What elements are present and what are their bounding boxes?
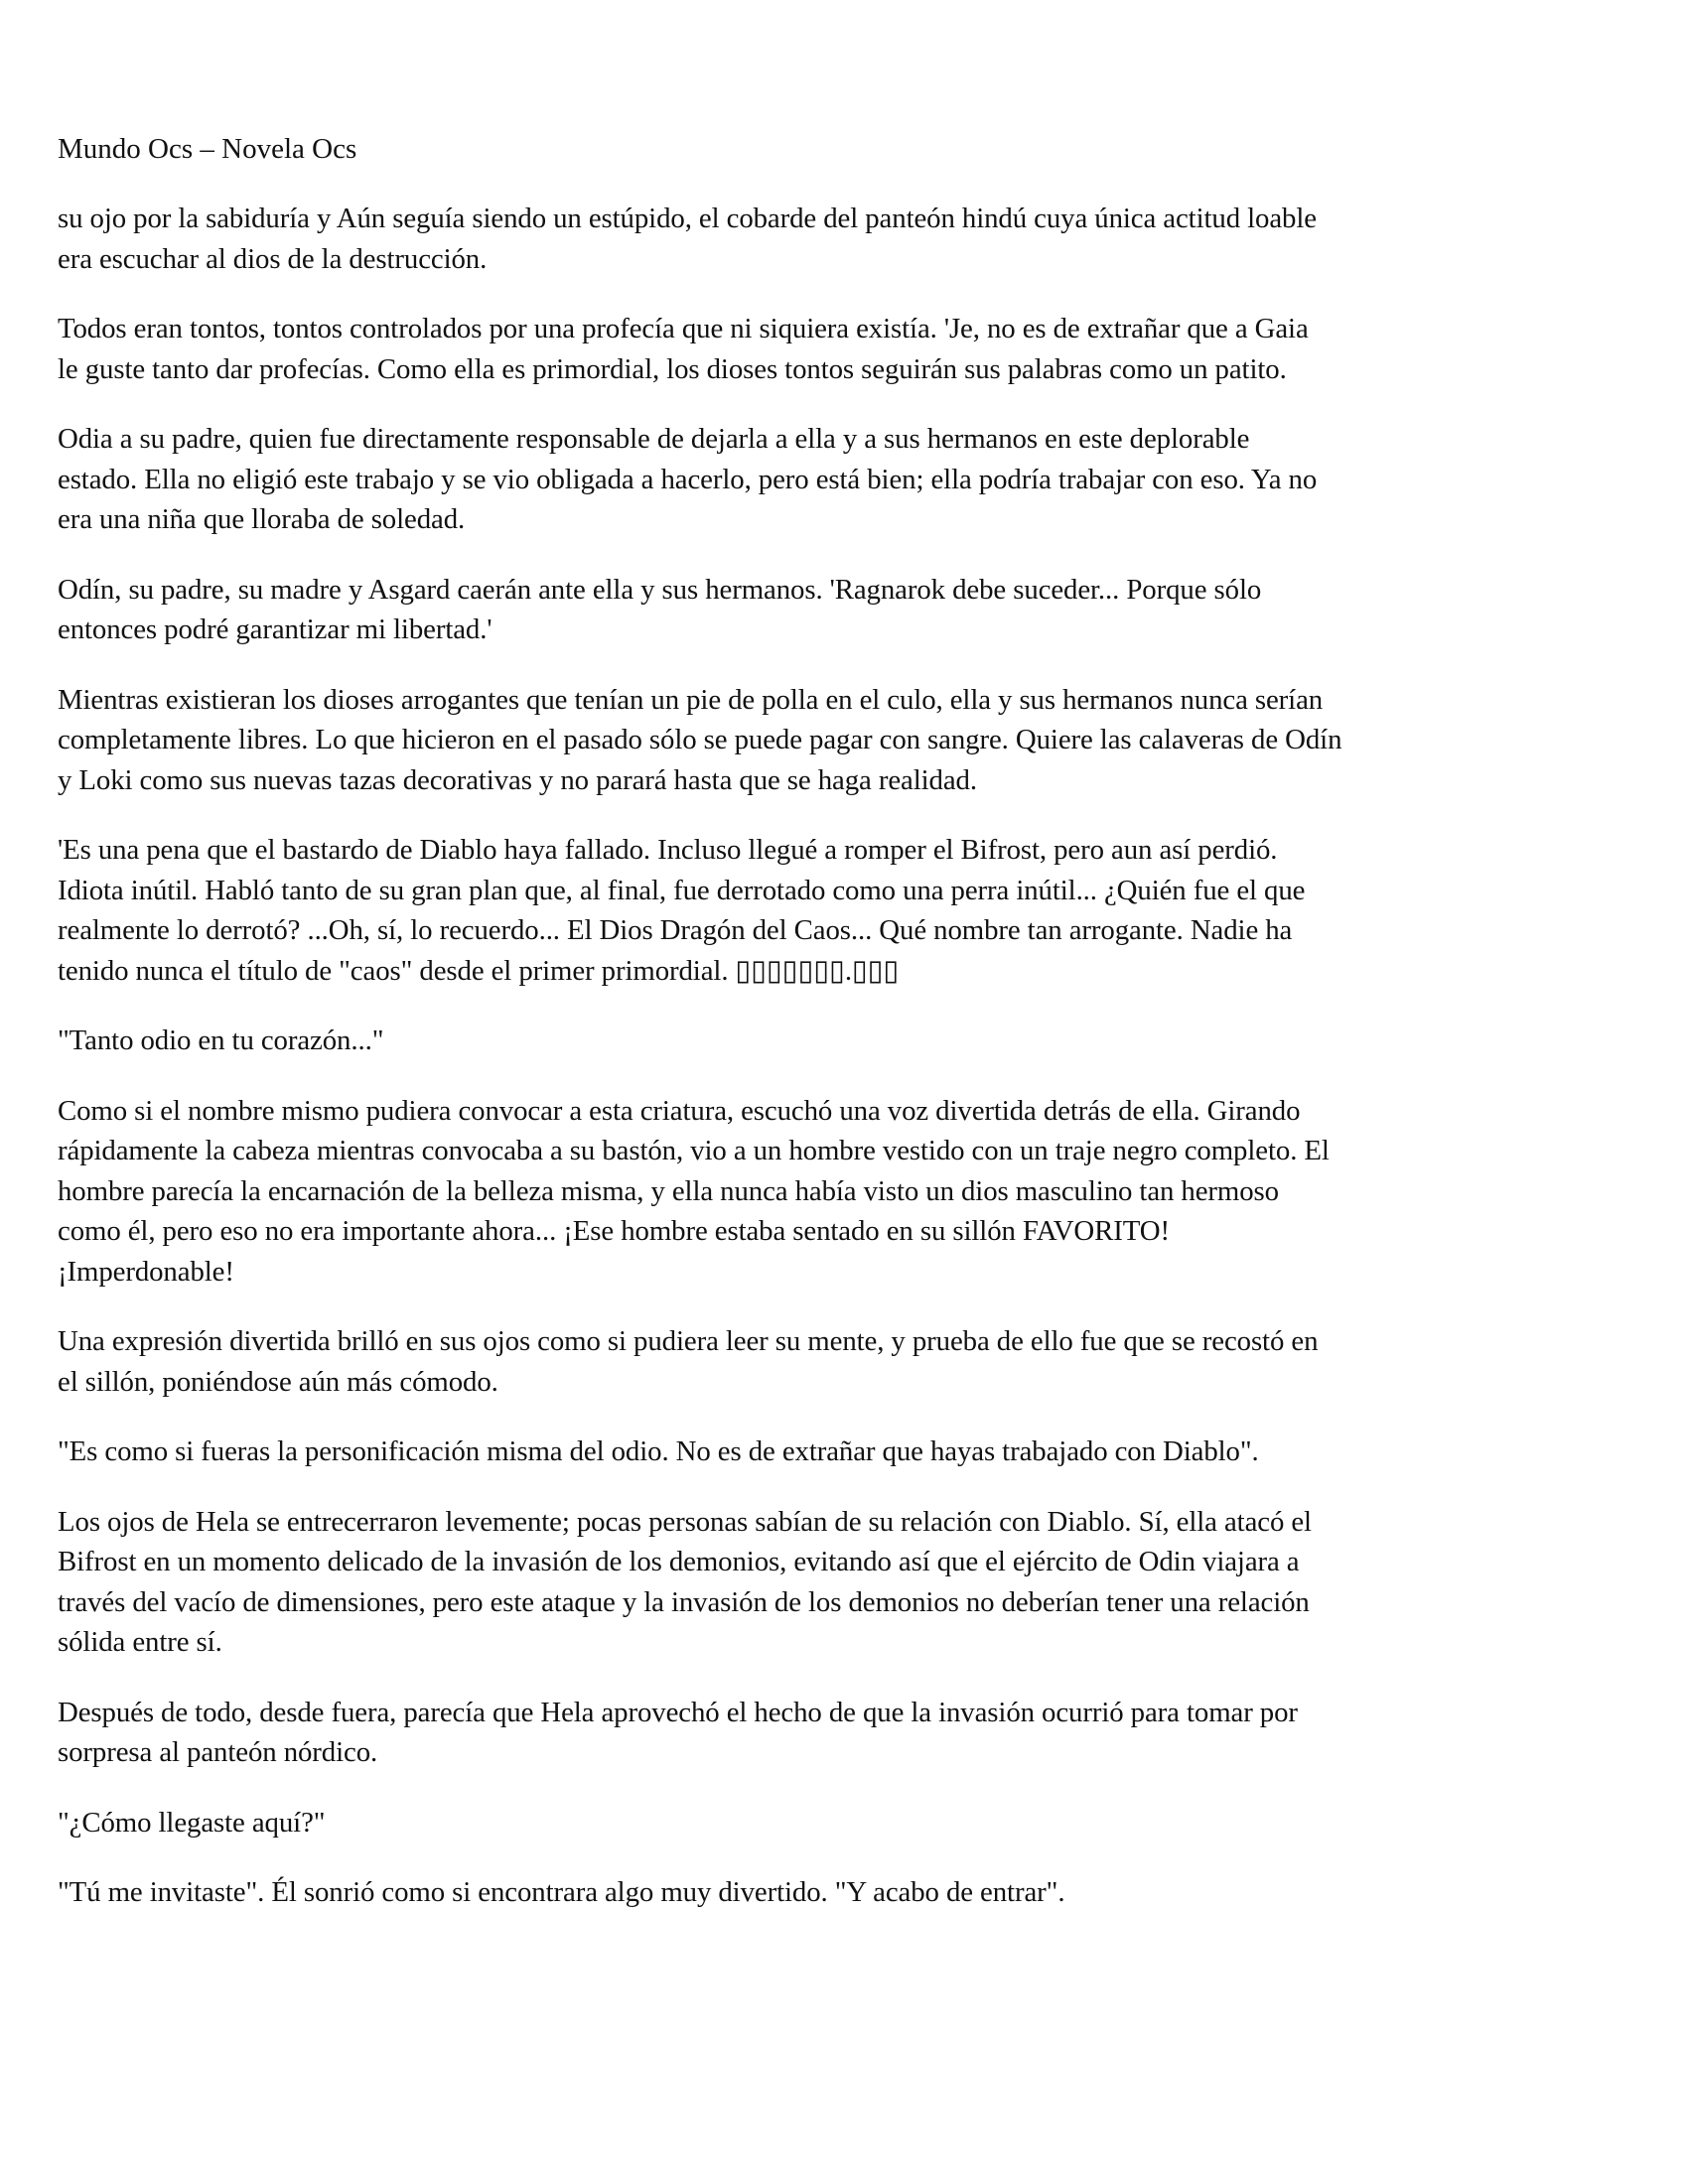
document-header: Mundo Ocs – Novela Ocs <box>58 133 357 165</box>
text-line: Idiota inútil. Habló tanto de su gran plan que, al final, fue derrotado como una perra inútil... ¿Quién fue el que <box>58 874 1306 906</box>
paragraph <box>58 570 1646 650</box>
text-line: Odia a su padre, quien fue directamente responsable de dejarla a ella y a sus hermanos en este deplorable <box>58 423 1250 455</box>
paragraph <box>58 1021 1646 1061</box>
text-line: ¡Imperdonable! <box>58 1255 234 1288</box>
text-line: era una niña que lloraba de soledad. <box>58 503 466 535</box>
text-line: Como si el nombre mismo pudiera convocar a esta criatura, escuchó una voz divertida detrás de ella. Girando <box>58 1094 1301 1127</box>
paragraph <box>58 1693 1646 1773</box>
text-line: "Es como si fueras la personificación misma del odio. No es de extrañar que hayas trabajado con Diablo". <box>58 1435 1259 1467</box>
text-line: como él, pero eso no era importante ahora... ¡Ese hombre estaba sentado en su sillón FAVORITO! <box>58 1215 1170 1247</box>
paragraph <box>58 419 1646 540</box>
text-line: realmente lo derrotó? ...Oh, sí, lo recuerdo... El Dios Dragón del Caos... Qué nombre tan arrogante. Nadie ha <box>58 914 1293 946</box>
text-line: Odín, su padre, su madre y Asgard caerán ante ella y sus hermanos. 'Ragnarok debe suceder... Porque sólo <box>58 573 1262 606</box>
paragraph <box>58 680 1646 801</box>
text-line: estado. Ella no eligió este trabajo y se vio obligada a hacerlo, pero está bien; ella podría trabajar con eso. Ya no <box>58 463 1318 495</box>
paragraph <box>58 1091 1646 1293</box>
paragraph <box>58 830 1646 991</box>
text-line: Mientras existieran los dioses arrogantes que tenían un pie de polla en el culo, ella y sus hermanos nunca serían <box>58 683 1324 716</box>
text-line: Todos eran tontos, tontos controlados por una profecía que ni siquiera existía. 'Je, no es de extrañar que a Gaia <box>58 313 1309 344</box>
text-line: "¿Cómo llegaste aquí?" <box>58 1806 326 1839</box>
text-line: 'Es una pena que el bastardo de Diablo haya fallado. Incluso llegué a romper el Bifrost, pero aun así perdió. <box>58 834 1278 866</box>
text-line: completamente libres. Lo que hicieron en el pasado sólo se puede pagar con sangre. Quiere las calaveras de Odín <box>58 724 1342 755</box>
paragraph <box>58 309 1646 389</box>
paragraph <box>58 1803 1646 1843</box>
text-line: entonces podré garantizar mi libertad.' <box>58 614 492 645</box>
text-line: "Tú me invitaste". Él sonrió como si encontrara algo muy divertido. "Y acabo de entrar". <box>58 1876 1065 1908</box>
text-line: sorpresa al panteón nórdico. <box>58 1736 378 1768</box>
text-line: le guste tanto dar profecías. Como ella es primordial, los dioses tontos seguirán sus palabras como un patito. <box>58 352 1287 385</box>
text-line: hombre parecía la encarnación de la belleza misma, y ella nunca había visto un dios masculino tan hermoso <box>58 1174 1279 1207</box>
text-line: rápidamente la cabeza mientras convocaba a su bastón, vio a un hombre vestido con un traje negro completo. El <box>58 1135 1330 1166</box>
paragraph <box>58 1872 1646 1913</box>
text-line: Una expresión divertida brilló en sus ojos como si pudiera leer su mente, y prueba de ello fue que se recostó en <box>58 1325 1319 1357</box>
text-line: través del vacío de dimensiones, pero este ataque y la invasión de los demonios no deberían tener una relación <box>58 1585 1310 1618</box>
text-line: "Tanto odio en tu corazón..." <box>58 1024 384 1056</box>
paragraph <box>58 1432 1646 1472</box>
text-line: sólida entre sí. <box>58 1626 222 1658</box>
document-page <box>58 129 1646 1943</box>
document-body <box>58 199 1646 1913</box>
text-line: su ojo por la sabiduría y Aún seguía siendo un estúpido, el cobarde del panteón hindú cuya única actitud loable <box>58 203 1317 234</box>
text-line: Después de todo, desde fuera, parecía que Hela aprovechó el hecho de que la invasión ocurrió para tomar por <box>58 1696 1298 1728</box>
text-line: era escuchar al dios de la destrucción. <box>58 242 488 275</box>
paragraph <box>58 1321 1646 1402</box>
text-line: el sillón, poniéndose aún más cómodo. <box>58 1365 498 1398</box>
paragraph <box>58 199 1646 279</box>
text-line: Los ojos de Hela se entrecerraron levemente; pocas personas sabían de su relación con Diablo. Sí, ella atacó el <box>58 1505 1312 1538</box>
text-line: Bifrost en un momento delicado de la invasión de los demonios, evitando así que el ejército de Odin viajara a <box>58 1546 1300 1577</box>
text-line: tenido nunca el título de "caos" desde el primer primordial. ▯▯▯▯▯▯▯.▯▯▯ <box>58 954 900 987</box>
paragraph <box>58 1502 1646 1663</box>
text-line: y Loki como sus nuevas tazas decorativas y no parará hasta que se haga realidad. <box>58 763 977 796</box>
